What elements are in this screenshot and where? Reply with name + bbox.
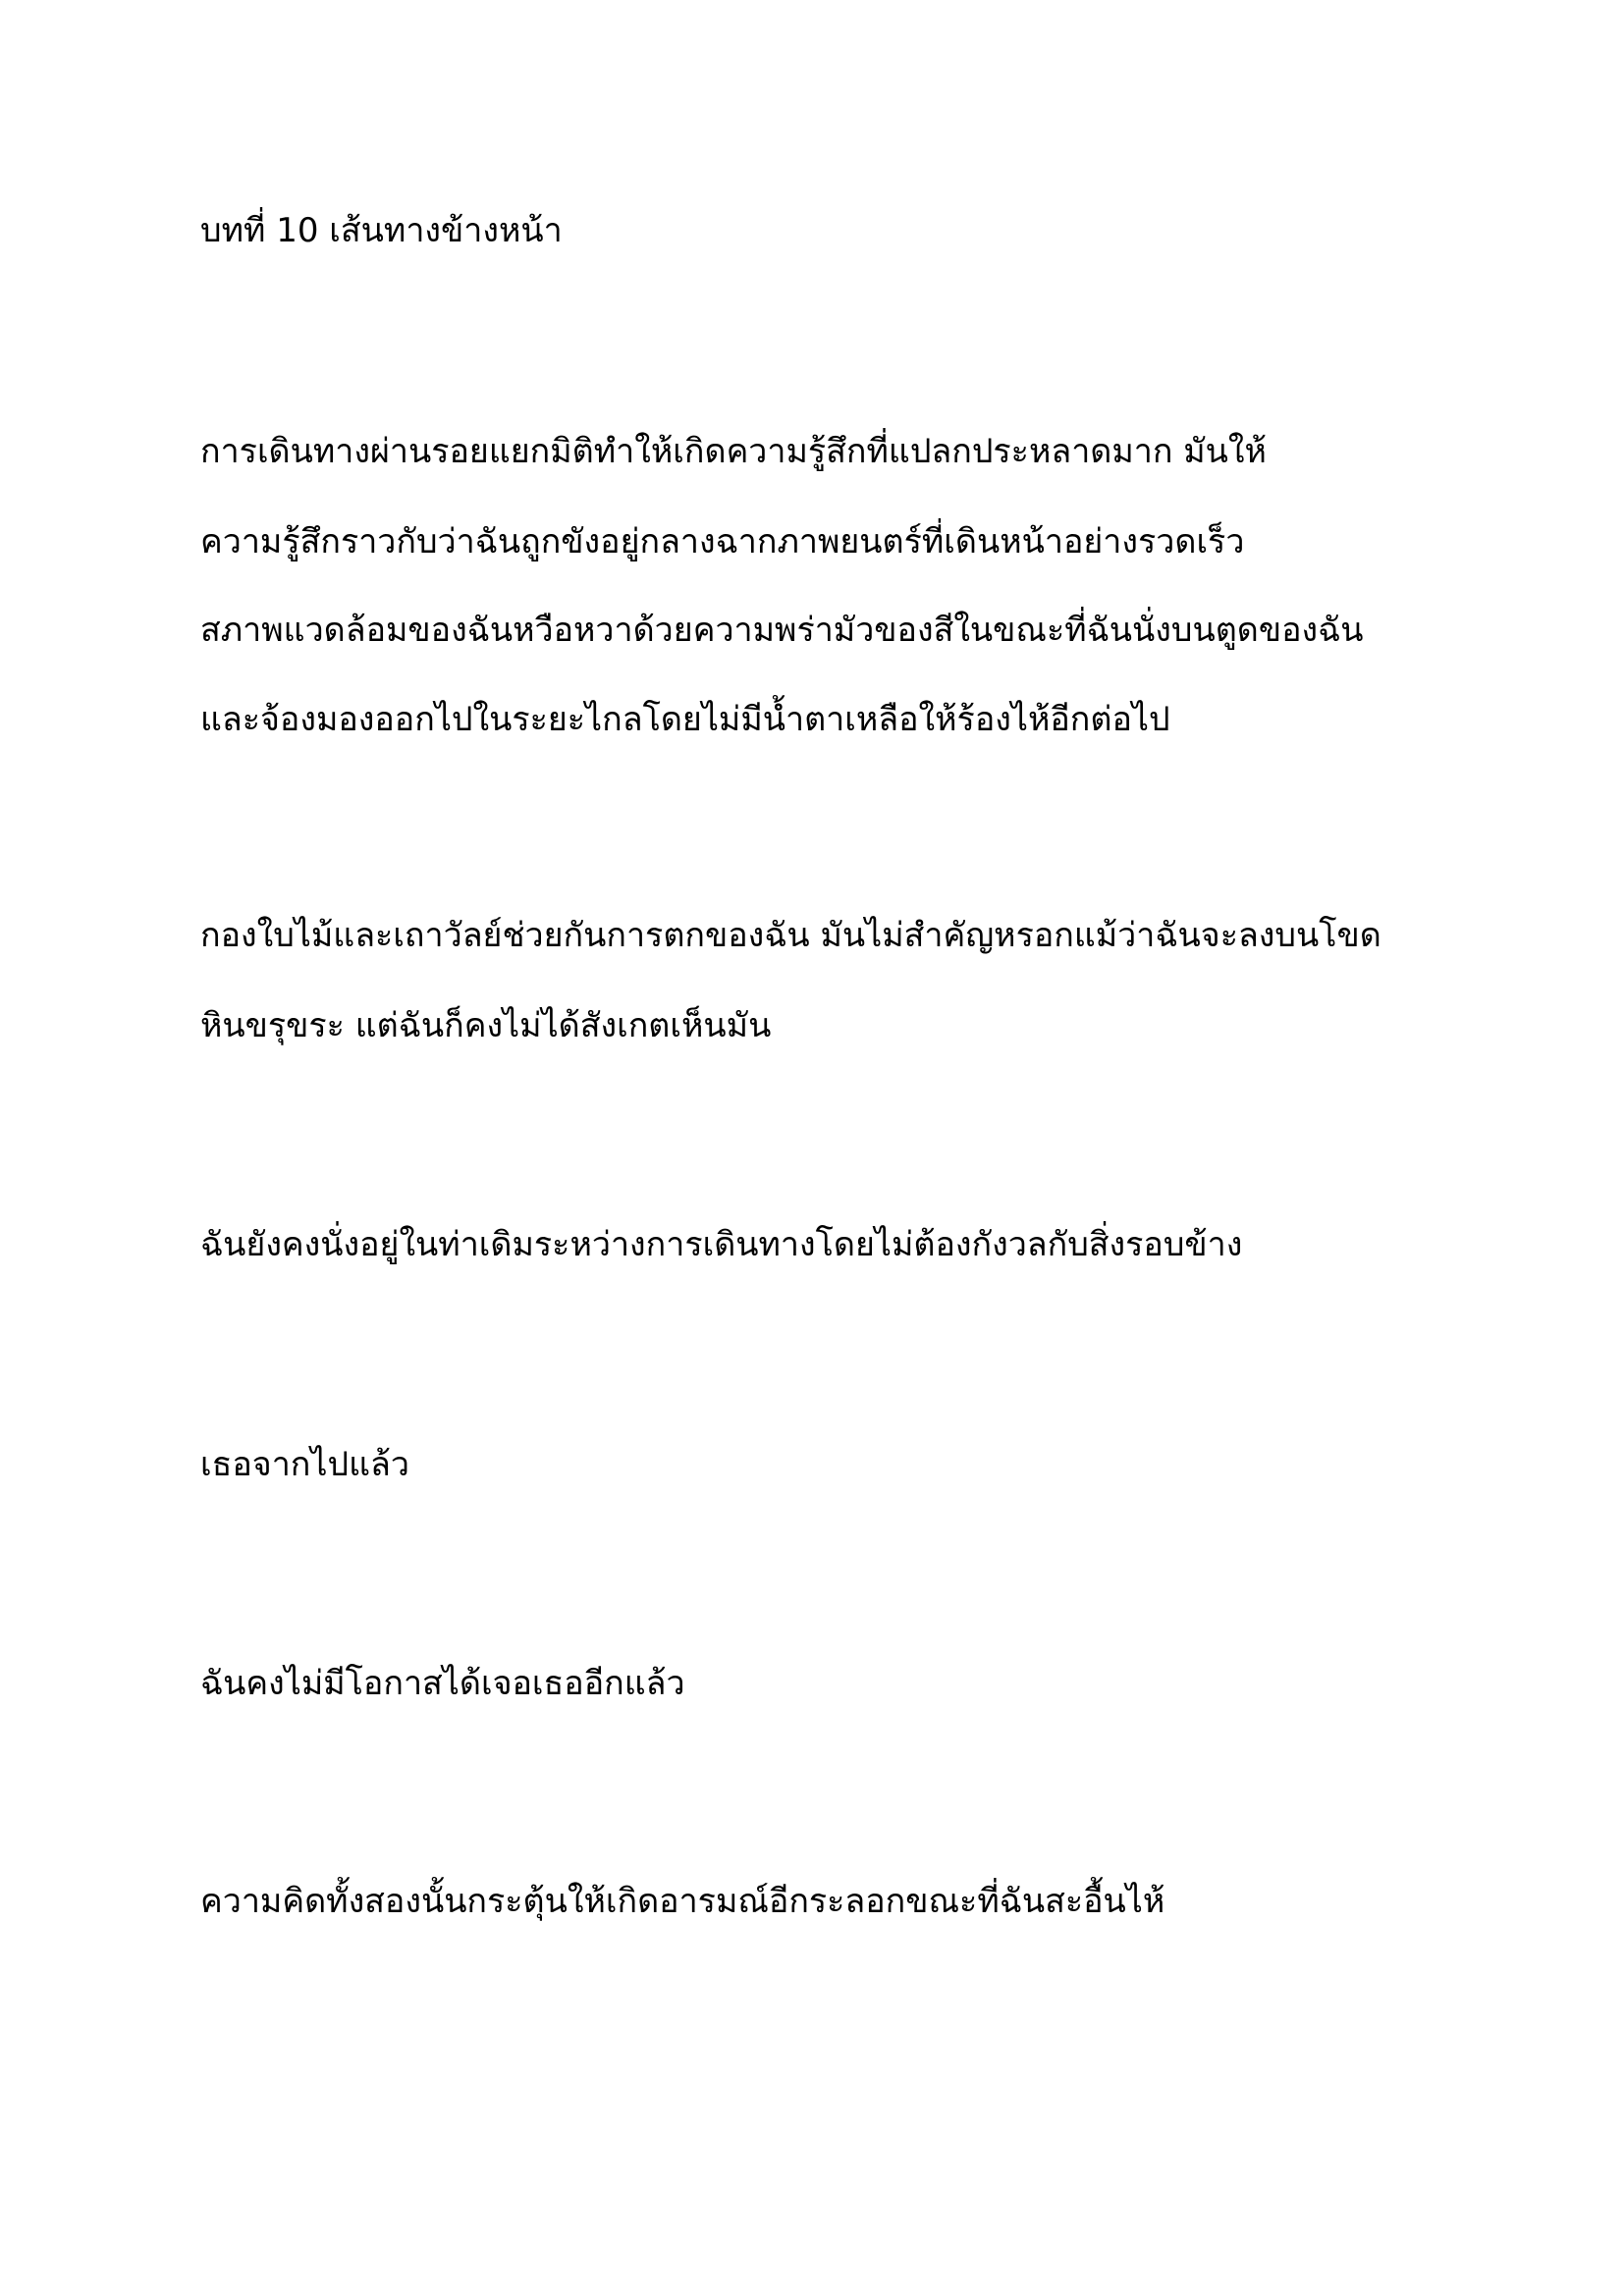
paragraph-1-line-1: การเดินทางผ่านรอยแยกมิติทำให้เกิดความรู้สึกที่แปลกประหลาดมาก มันให้ <box>200 432 1267 471</box>
paragraph-1-line-2: ความรู้สึกราวกับว่าฉันถูกขังอยู่กลางฉากภาพยนตร์ที่เดินหน้าอย่างรวดเร็ว <box>200 522 1245 561</box>
paragraph-5: ฉันคงไม่มีโอกาสได้เจอเธออีกแล้ว <box>200 1664 685 1703</box>
paragraph-2-line-2: หินขรุขระ แต่ฉันก็คงไม่ได้สังเกตเห็นมัน <box>200 1006 772 1045</box>
paragraph-1-line-4: และจ้องมองออกไปในระยะไกลโดยไม่มีน้ำตาเหลือให้ร้องไห้อีกต่อไป <box>200 700 1170 739</box>
paragraph-1-line-3: สภาพแวดล้อมของฉันหวือหวาด้วยความพร่ามัวของสีในขณะที่ฉันนั่งบนตูดของฉัน <box>200 611 1364 650</box>
paragraph-3: ฉันยังคงนั่งอยู่ในท่าเดิมระหว่างการเดินทางโดยไม่ต้องกังวลกับสิ่งรอบข้าง <box>200 1225 1243 1264</box>
chapter-title: บทที่ 10 เส้นทางข้างหน้า <box>200 211 563 250</box>
paragraph-4: เธอจากไปแล้ว <box>200 1445 409 1484</box>
paragraph-6: ความคิดทั้งสองนั้นกระตุ้นให้เกิดอารมณ์อีกระลอกขณะที่ฉันสะอื้นไห้ <box>200 1882 1165 1921</box>
paragraph-2-line-1: กองใบไม้และเถาวัลย์ช่วยกันการตกของฉัน มันไม่สำคัญหรอกแม้ว่าฉันจะลงบนโขด <box>200 916 1381 955</box>
